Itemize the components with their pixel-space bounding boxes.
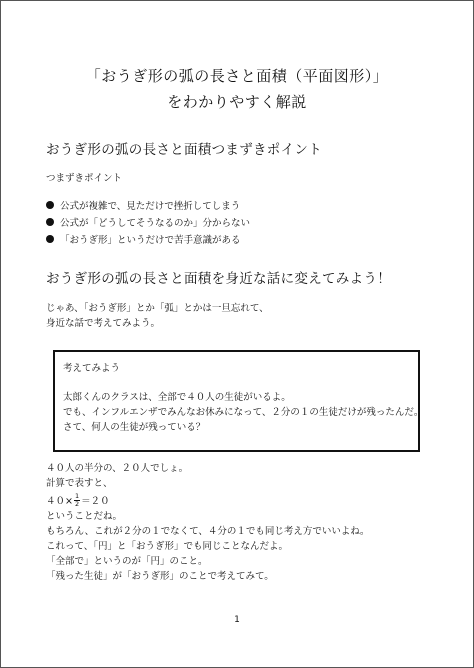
fraction	[74, 493, 80, 508]
section-heading-stumbling-points: おうぎ形の弧の長さと面積つまずきポイント	[46, 142, 322, 158]
intro-line: じゃあ、「おうぎ形」とか「弧」とかは一旦忘れて、	[46, 303, 269, 314]
intro-paragraph	[46, 301, 269, 331]
answer-paragraph	[46, 461, 369, 584]
list-item	[46, 213, 250, 230]
answer-line: ということだね。	[46, 511, 123, 522]
title-line-2: をわかりやすく解説	[167, 93, 307, 111]
page-title	[1, 63, 473, 115]
answer-line: 計算で表すと、	[46, 478, 113, 489]
answer-line: 「全部で」というのが「円」のこと。	[46, 556, 208, 567]
list-item-text: 「おうぎ形」というだけで苦手意識がある	[60, 234, 241, 246]
box-question	[63, 390, 423, 435]
box-line: 太郎くんのクラスは、全部で４０人の生徒がいるよ。	[63, 392, 291, 403]
bullet-icon	[46, 235, 54, 243]
answer-line: もちろん、これが２分の１でなくて、４分の１でも同じ考え方でいいよね。	[46, 526, 370, 537]
formula-left: ４０×	[46, 496, 73, 507]
section-heading-familiar-story: おうぎ形の弧の長さと面積を身近な話に変えてみよう！	[46, 271, 391, 287]
answer-line: これって、「円」と「おうぎ形」でも同じことなんだよ。	[46, 541, 289, 552]
list-item	[46, 230, 250, 247]
box-label: 考えてみよう	[63, 363, 121, 374]
bullet-icon	[46, 201, 54, 209]
list-item	[46, 196, 250, 213]
formula-right: ＝２０	[81, 496, 110, 507]
answer-line: 「残った生徒」が「おうぎ形」のことで考えてみて。	[46, 571, 274, 582]
intro-line: 身近な話で考えてみよう。	[46, 318, 161, 329]
page-number: 1	[234, 615, 240, 625]
box-line: さて、何人の生徒が残っている？	[63, 422, 206, 433]
subheading-stumbling-points: つまずきポイント	[46, 173, 123, 184]
box-line: でも、インフルエンザでみんなお休みになって、２分の１の生徒だけが残ったんだ。	[63, 407, 424, 418]
list-item-text: 公式が複雑で、見ただけで挫折してしまう	[60, 200, 241, 212]
stumbling-points-list	[46, 196, 250, 247]
fraction-denominator: 2	[74, 499, 80, 508]
formula	[46, 491, 369, 509]
answer-line: ４０人の半分の、２０人でしょ。	[46, 463, 189, 474]
title-line-1: 「おうぎ形の弧の長さと面積（平面図形）」	[85, 67, 389, 85]
fraction-numerator: 1	[74, 491, 80, 500]
bullet-icon	[46, 218, 54, 226]
list-item-text: 公式が「どうしてそうなるのか」分からない	[60, 217, 251, 229]
think-about-it-box	[53, 350, 424, 452]
